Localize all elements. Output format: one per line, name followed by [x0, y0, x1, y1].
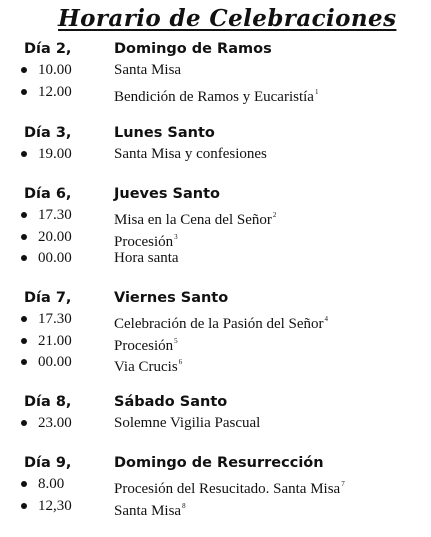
item-time: 12,30 [38, 498, 72, 514]
footnote-marker: 7 [341, 480, 345, 488]
bullet-icon [21, 212, 27, 218]
day-name: Viernes Santo [114, 290, 229, 306]
schedule-item [0, 204, 431, 226]
schedule-item [0, 59, 431, 81]
bullet-icon [21, 316, 27, 322]
footnote-marker: 4 [324, 315, 329, 323]
day-label: Día 2, [24, 41, 72, 57]
day-label: Día 3, [24, 125, 72, 141]
schedule-item [0, 308, 431, 330]
footnote-marker: 1 [314, 88, 319, 96]
item-text [114, 81, 318, 108]
bullet-icon [21, 255, 27, 261]
item-description: Via Crucis [114, 359, 178, 375]
footnote-marker: 3 [174, 233, 178, 241]
day-label: Día 8, [24, 394, 72, 410]
bullet-icon [21, 67, 27, 73]
page-title: Horario de Celebraciones [58, 5, 397, 32]
item-description: Celebración de la Pasión del Señor [114, 316, 324, 332]
bullet-icon [21, 503, 27, 509]
schedule-item [0, 412, 431, 434]
item-time: 00.00 [38, 354, 72, 370]
day-name: Lunes Santo [114, 125, 215, 141]
schedule-item [0, 330, 431, 352]
day-name: Sábado Santo [114, 394, 228, 410]
item-text [114, 143, 267, 165]
bullet-icon [21, 420, 27, 426]
schedule-item [0, 473, 431, 495]
item-text [114, 59, 181, 81]
item-description: Misa en la Cena del Señor [114, 212, 272, 228]
footnote-marker: 8 [182, 502, 186, 510]
bullet-icon [21, 338, 27, 344]
item-time: 12.00 [38, 84, 72, 100]
day-header [0, 287, 431, 309]
day-name: Jueves Santo [114, 186, 220, 202]
bullet-icon [21, 234, 27, 240]
item-description: Santa Misa [114, 503, 182, 519]
footnote-marker: 2 [272, 211, 277, 219]
item-time: 20.00 [38, 229, 72, 245]
bullet-icon [21, 359, 27, 365]
item-description: Bendición de Ramos y Eucaristía [114, 89, 314, 105]
item-time: 19.00 [38, 146, 72, 162]
item-description: Procesión del Resucitado. Santa Misa [114, 481, 341, 497]
item-time: 21.00 [38, 333, 72, 349]
day-header [0, 38, 431, 60]
day-label: Día 9, [24, 455, 72, 471]
schedule-item [0, 351, 431, 373]
day-header [0, 452, 431, 474]
item-time: 17.30 [38, 311, 72, 327]
item-time: 17.30 [38, 207, 72, 223]
footnote-marker: 5 [174, 337, 178, 345]
item-description: Santa Misa [114, 62, 182, 78]
day-name: Domingo de Resurrección [114, 455, 324, 471]
schedule-item [0, 495, 431, 517]
item-description: Procesión [114, 338, 174, 354]
item-text [114, 351, 182, 378]
item-text [114, 247, 179, 269]
item-time: 8.00 [38, 476, 65, 492]
schedule-item [0, 247, 431, 269]
item-time: 00.00 [38, 250, 72, 266]
day-name: Domingo de Ramos [114, 41, 272, 57]
item-description: Procesión [114, 234, 174, 250]
item-description: Hora santa [114, 250, 179, 266]
item-description: Solemne Vigilia Pascual [114, 415, 261, 431]
schedule-item [0, 226, 431, 248]
bullet-icon [21, 89, 27, 95]
bullet-icon [21, 151, 27, 157]
item-description: Santa Misa y confesiones [114, 146, 267, 162]
footnote-marker: 6 [178, 358, 183, 366]
item-time: 23.00 [38, 415, 72, 431]
day-header [0, 391, 431, 413]
schedule-item [0, 143, 431, 165]
item-text [114, 495, 186, 522]
day-label: Día 6, [24, 186, 72, 202]
day-header [0, 122, 431, 144]
bullet-icon [21, 481, 27, 487]
item-text [114, 412, 260, 434]
item-time: 10.00 [38, 62, 72, 78]
day-header [0, 183, 431, 205]
schedule-item [0, 81, 431, 103]
day-label: Día 7, [24, 290, 72, 306]
